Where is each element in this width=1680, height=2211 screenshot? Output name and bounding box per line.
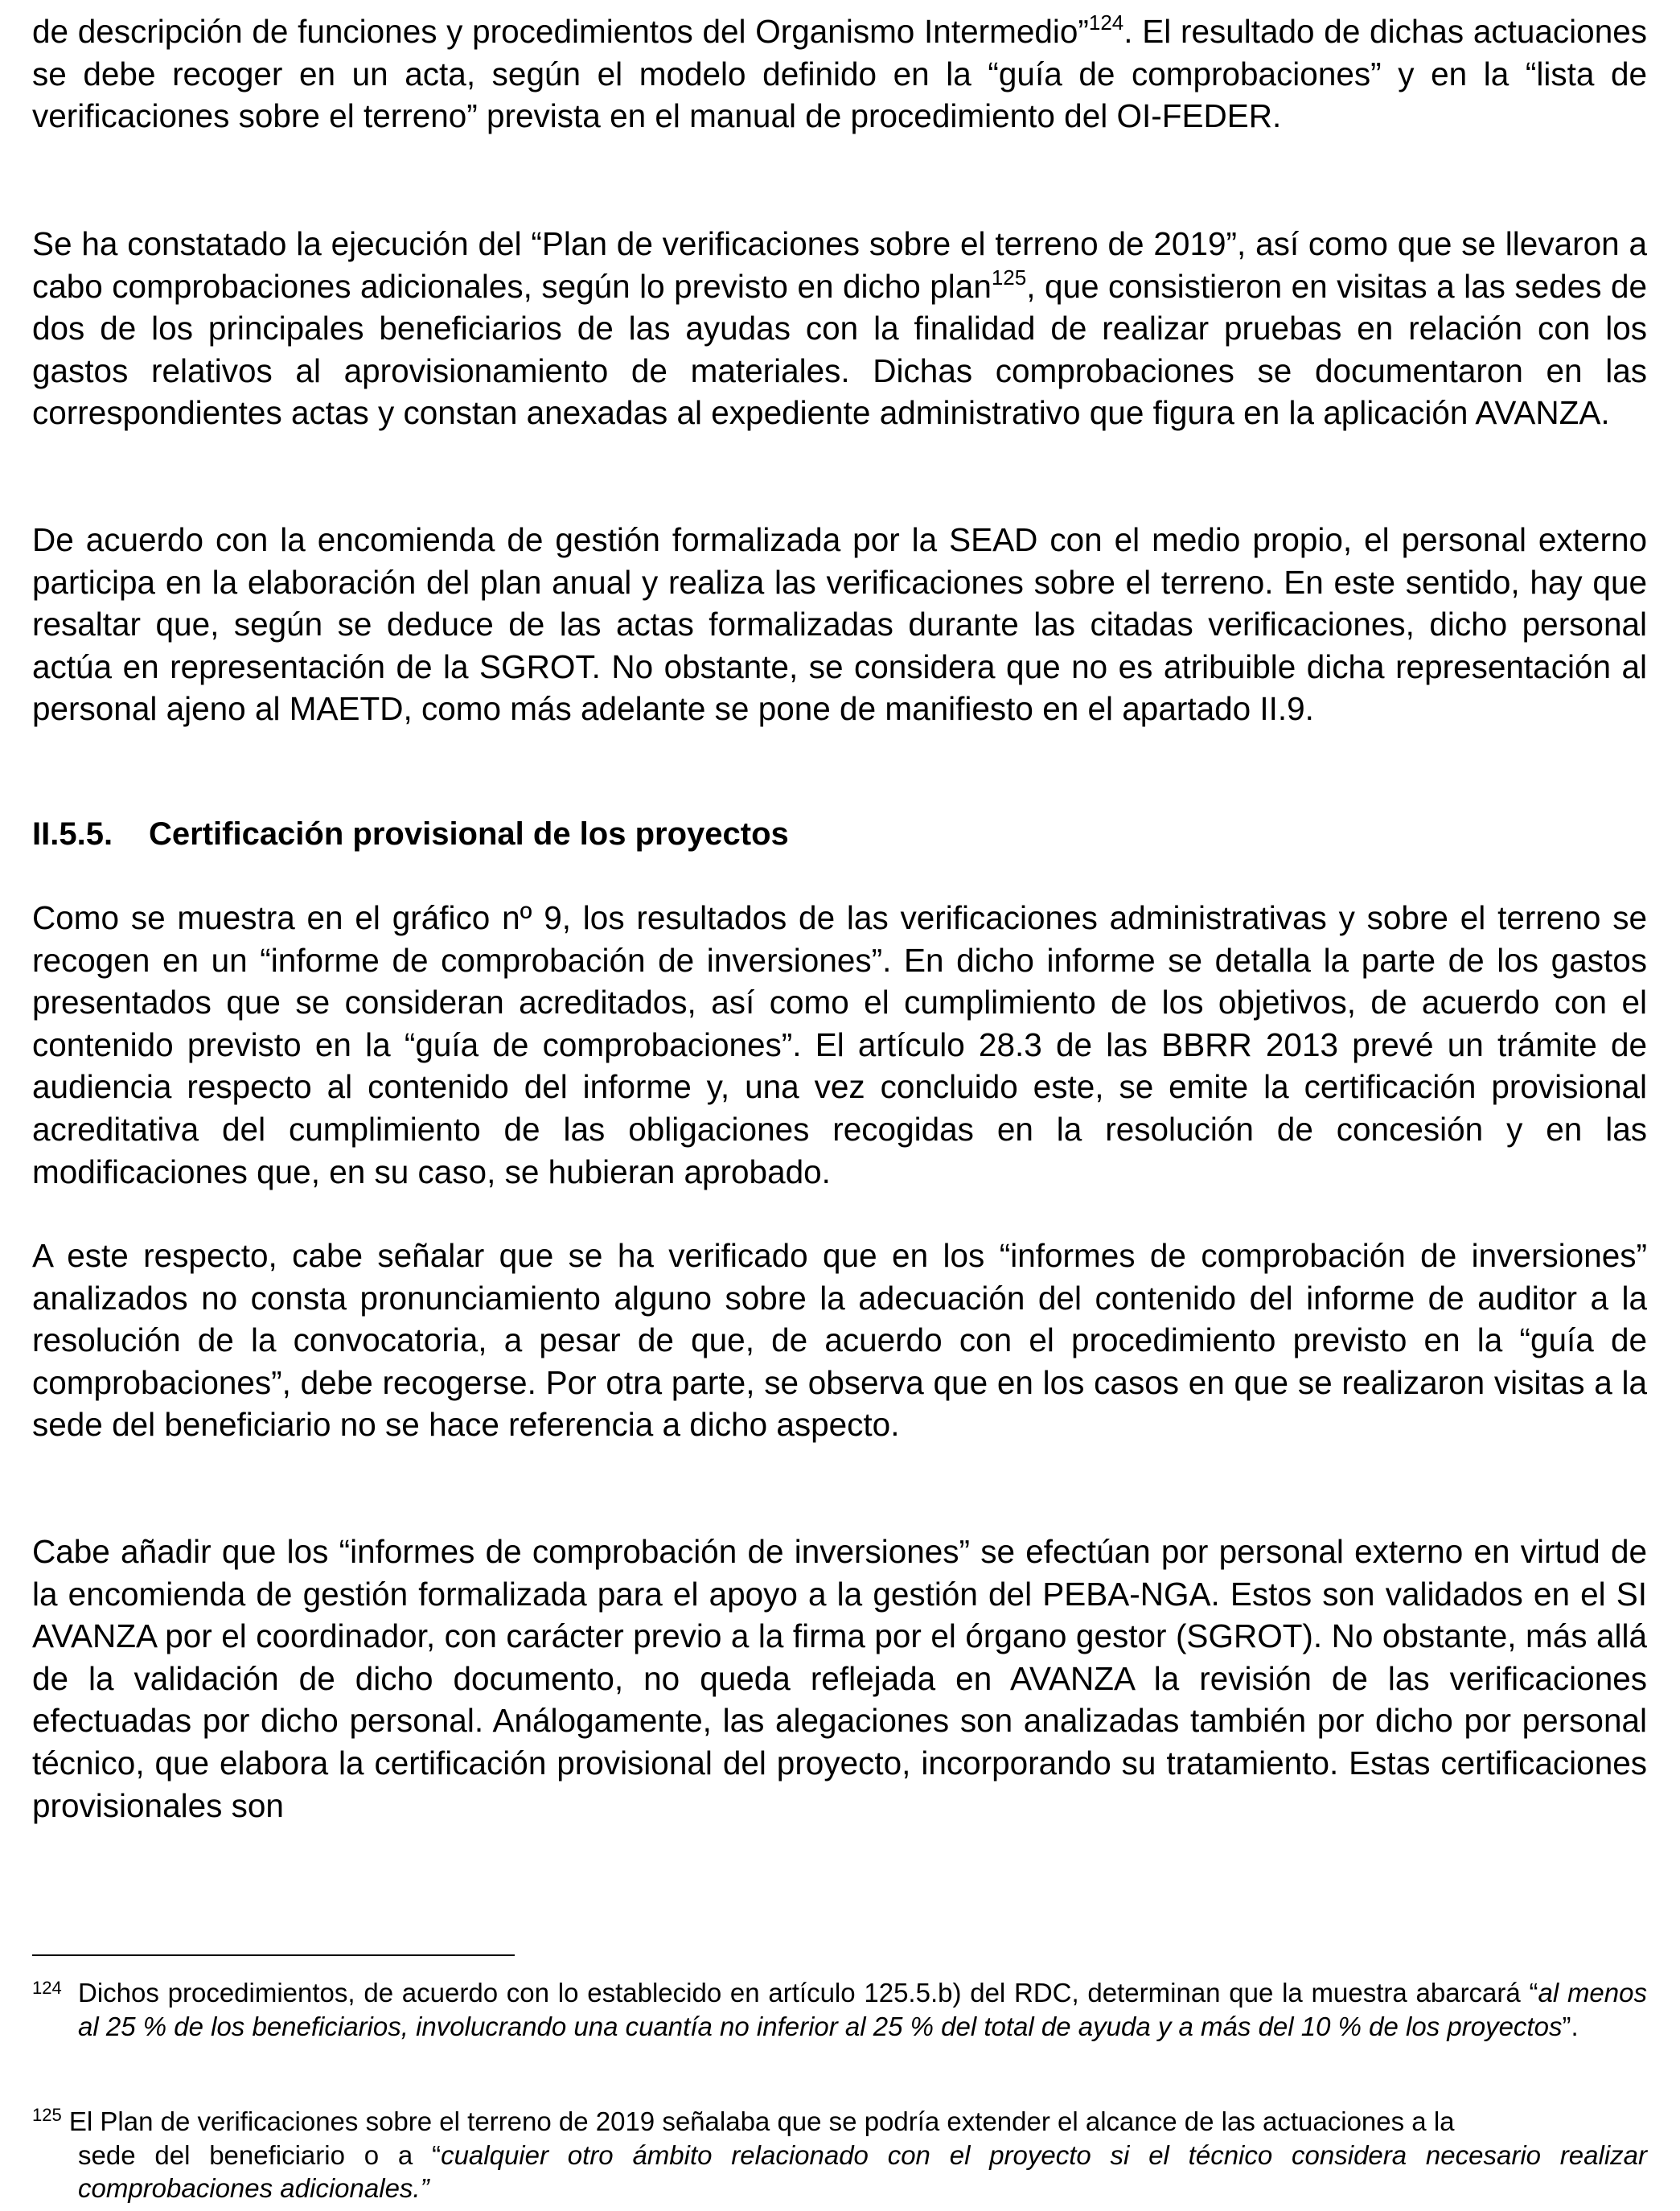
- paragraph-text: Cabe añadir que los “informes de comprobación de inversiones” se efectúan por personal externo en virtud de la encomienda de gestión formalizada para el apoyo a la gestión del PEBA-NGA. Estos son validados en el SI AVANZA por el coordinador, con carácter previo a la firma por el órgano gestor (SGROT). No obstante, más allá de la validación de dicho documento, no queda reflejada en AVANZA la revisión de las verificaciones efectuadas por dicho personal. Análogamente, las alegaciones son analizadas también por dicho por personal técnico, que elabora la certificación provisional del proyecto, incorporando su tratamiento. Estas certificaciones provisionales son: [32, 1533, 1647, 1824]
- footnote-body: [32, 1976, 1647, 2043]
- section-title: Certificación provisional de los proyectos: [149, 816, 789, 852]
- footnote-separator: [32, 1954, 515, 1956]
- footnote-124: [32, 1976, 1647, 2043]
- paragraph-plan-2019: [32, 223, 1647, 434]
- footnote-text: Dichos procedimientos, de acuerdo con lo establecido en artículo 125.5.b) del RDC, determinan que la muestra abarcará “: [78, 1978, 1538, 2008]
- paragraph-text: Se ha constatado la ejecución del “Plan de verificaciones sobre el terreno de 2019”, así como que se llevaron a cabo comprobaciones adicionales, según lo previsto en dicho plan: [32, 225, 1647, 305]
- footnote-125: [32, 2105, 1647, 2205]
- footnote-ref-125[interactable]: 125: [991, 265, 1027, 290]
- footnote-body: [32, 2105, 1647, 2139]
- paragraph-text: . El resultado de dichas actuaciones se debe recoger en un acta, según el modelo definido en la “guía de comprobaciones” y en la “lista de verificaciones sobre el terreno” prevista en el manual de procedimiento del OI-FEDER.: [32, 13, 1647, 135]
- footnote-continuation: [32, 2139, 1647, 2205]
- footnote-number: 124: [32, 1978, 62, 1998]
- paragraph-text: Como se muestra en el gráfico nº 9, los resultados de las verificaciones administrativas y sobre el terreno se recogen en un “informe de comprobación de inversiones”. En dicho informe se detalla la parte de los gastos presentados que se consideran acreditados, así como el cumplimiento de los objetivos, de acuerdo con el contenido previsto en la “guía de comprobaciones”. El artículo 28.3 de las BBRR 2013 prevé un trámite de audiencia respecto al contenido del informe y, una vez concluido este, se emite la certificación provisional acreditativa del cumplimiento de las obligaciones recogidas en la resolución de concesión y en las modificaciones que, en su caso, se hubieran aprobado.: [32, 899, 1647, 1190]
- section-heading: [32, 813, 1647, 855]
- footnote-quote: cualquier otro ámbito relacionado con el proyecto si el técnico considera necesario realizar comprobaciones adicionales.”: [78, 2139, 1648, 2203]
- footnote-number: 125: [32, 2105, 62, 2125]
- paragraph-text: A este respecto, cabe señalar que se ha verificado que en los “informes de comprobación de inversiones” analizados no consta pronunciamiento alguno sobre la adecuación del contenido del informe de auditor a la resolución de la convocatoria, a pesar de que, de acuerdo con el procedimiento previsto en la “guía de comprobaciones”, debe recogerse. Por otra parte, se observa que en los casos en que se realizaron visitas a la sede del beneficiario no se hace referencia a dicho aspecto.: [32, 1237, 1647, 1444]
- paragraph-external-staff: [32, 519, 1647, 730]
- paragraph-text: de descripción de funciones y procedimientos del Organismo Intermedio”: [32, 13, 1089, 50]
- footnote-ref-124[interactable]: 124: [1088, 10, 1124, 35]
- section-number: II.5.5.: [32, 816, 113, 852]
- footnote-text: El Plan de verificaciones sobre el terreno de 2019 señalaba que se podría extender el alcance de las actuaciones a la: [61, 2106, 1455, 2136]
- footnote-text: ”.: [1562, 2011, 1579, 2041]
- paragraph-text: De acuerdo con la encomienda de gestión formalizada por la SEAD con el medio propio, el personal externo participa en la elaboración del plan anual y realiza las verificaciones sobre el terreno. En este sentido, hay que resaltar que, según se deduce de las actas formalizadas durante las citadas verificaciones, dicho personal actúa en representación de la SGROT. No obstante, se considera que no es atribuible dicha representación al personal ajeno al MAETD, como más adelante se pone de manifiesto en el apartado II.9.: [32, 521, 1647, 728]
- footnote-quote: al menos al 25 % de los beneficiarios, involucrando una cuantía no inferior al 25 % del total de ayuda y a más del 10 % de los proyectos: [78, 1978, 1647, 2041]
- footnote-text: sede del beneficiario o a “: [78, 2139, 442, 2170]
- paragraph-verification-procedures: [32, 10, 1647, 138]
- paragraph-audit-report: [32, 1235, 1647, 1446]
- paragraph-inspection-reports: [32, 1531, 1647, 1827]
- paragraph-provisional-certification: [32, 897, 1647, 1193]
- paragraph-text: , que consistieron en visitas a las sedes de dos de los principales beneficiarios de las ayudas con la finalidad de realizar pruebas en relación con los gastos relativos al aprovisionamiento de materiales. Dichas comprobaciones se documentaron en las correspondientes actas y constan anexadas al expediente administrativo que figura en la aplicación AVANZA.: [32, 267, 1647, 432]
